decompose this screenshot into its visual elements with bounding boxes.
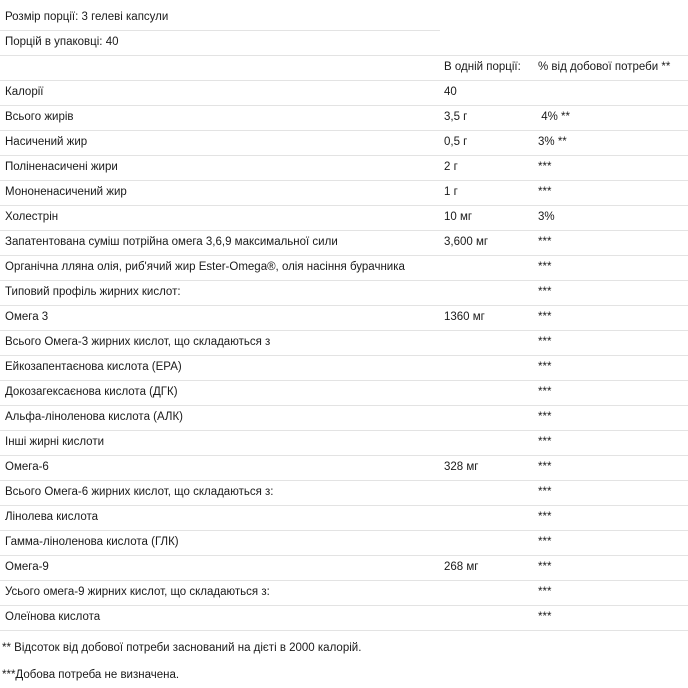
servings-per-container-row [0, 30, 688, 55]
table-row [0, 455, 688, 480]
nutrient-amount: 328 мг [444, 461, 479, 473]
nutrient-daily-value: *** [538, 261, 552, 273]
nutrient-daily-value: *** [538, 186, 552, 198]
table-row [0, 430, 688, 455]
divider [0, 630, 688, 631]
nutrient-amount: 40 [444, 86, 457, 98]
nutrient-amount: 268 мг [444, 561, 479, 573]
nutrient-daily-value: *** [538, 461, 552, 473]
daily-value-header: % від добової потреби ** [538, 61, 671, 73]
nutrient-name: Типовий профіль жирних кислот: [5, 286, 181, 298]
column-header-row [0, 55, 688, 80]
nutrient-daily-value: *** [538, 486, 552, 498]
table-row [0, 355, 688, 380]
nutrient-daily-value: 3% ** [538, 136, 567, 148]
table-row [0, 330, 688, 355]
nutrient-name: Всього Омега-6 жирних кислот, що складаються з: [5, 486, 274, 498]
nutrient-amount: 1 г [444, 186, 458, 198]
servings-per-container-text: Порцій в упаковці: 40 [5, 36, 119, 48]
nutrient-name: Органічна лляна олія, риб'ячий жир Ester-Omega®, олія насіння бурачника [5, 261, 405, 273]
not-established-footnote: ***Добова потреба не визначена. [2, 669, 180, 681]
nutrient-amount: 10 мг [444, 211, 473, 223]
nutrient-amount: 3,600 мг [444, 236, 489, 248]
nutrient-name: Поліненасичені жири [5, 161, 118, 173]
nutrient-daily-value: *** [538, 286, 552, 298]
daily-value-footnote: ** Відсоток від добової потреби заснований на дієті в 2000 калорій. [2, 642, 362, 654]
nutrient-daily-value: *** [538, 336, 552, 348]
table-row [0, 80, 688, 105]
nutrient-name: Омега-9 [5, 561, 49, 573]
nutrient-name: Калорії [5, 86, 44, 98]
nutrient-name: Інші жирні кислоти [5, 436, 105, 448]
table-row [0, 405, 688, 430]
nutrient-name: Запатентована суміш потрійна омега 3,6,9 максимальної сили [5, 236, 338, 248]
table-row [0, 205, 688, 230]
nutrient-daily-value: *** [538, 161, 552, 173]
nutrient-amount: 3,5 г [444, 111, 468, 123]
table-row [0, 230, 688, 255]
nutrient-daily-value: *** [538, 586, 552, 598]
nutrient-name: Гамма-ліноленова кислота (ГЛК) [5, 536, 179, 548]
nutrient-name: Олеїнова кислота [5, 611, 101, 623]
nutrient-name: Докозагексаєнова кислота (ДГК) [5, 386, 178, 398]
nutrient-name: Омега-6 [5, 461, 49, 473]
nutrient-daily-value: 3% [538, 211, 555, 223]
nutrient-name: Усього омега-9 жирних кислот, що складаються з: [5, 586, 270, 598]
per-serving-header: В одній порції: [444, 61, 521, 73]
nutrient-name: Всього жирів [5, 111, 74, 123]
table-row [0, 505, 688, 530]
table-row [0, 530, 688, 555]
table-row [0, 180, 688, 205]
nutrient-daily-value: *** [538, 236, 552, 248]
nutrient-daily-value: *** [538, 536, 552, 548]
nutrient-name: Всього Омега-3 жирних кислот, що складаються з [5, 336, 271, 348]
nutrient-name: Лінолева кислота [5, 511, 98, 523]
nutrient-name: Ейкозапентаєнова кислота (ЕРА) [5, 361, 182, 373]
table-row [0, 130, 688, 155]
nutrient-daily-value: *** [538, 561, 552, 573]
table-row [0, 255, 688, 280]
nutrient-name: Мононенасичений жир [5, 186, 127, 198]
nutrient-name: Насичений жир [5, 136, 88, 148]
nutrient-daily-value: *** [538, 436, 552, 448]
table-row [0, 105, 688, 130]
table-row [0, 155, 688, 180]
table-row [0, 280, 688, 305]
nutrient-daily-value: *** [538, 611, 552, 623]
table-row [0, 305, 688, 330]
nutrient-name: Холестрін [5, 211, 59, 223]
table-row [0, 605, 688, 630]
nutrient-amount: 1360 мг [444, 311, 485, 323]
table-row [0, 555, 688, 580]
table-row [0, 380, 688, 405]
nutrient-daily-value: 4% ** [538, 111, 570, 123]
nutrient-name: Омега 3 [5, 311, 49, 323]
nutrient-daily-value: *** [538, 411, 552, 423]
nutrient-name: Альфа-ліноленова кислота (АЛК) [5, 411, 183, 423]
serving-size-text: Розмір порції: 3 гелеві капсули [5, 11, 169, 23]
serving-size-row [0, 5, 688, 30]
nutrient-daily-value: *** [538, 311, 552, 323]
nutrient-amount: 0,5 г [444, 136, 468, 148]
nutrient-daily-value: *** [538, 386, 552, 398]
nutrient-amount: 2 г [444, 161, 458, 173]
nutrient-daily-value: *** [538, 511, 552, 523]
nutrient-daily-value: *** [538, 361, 552, 373]
table-row [0, 480, 688, 505]
table-row [0, 580, 688, 605]
